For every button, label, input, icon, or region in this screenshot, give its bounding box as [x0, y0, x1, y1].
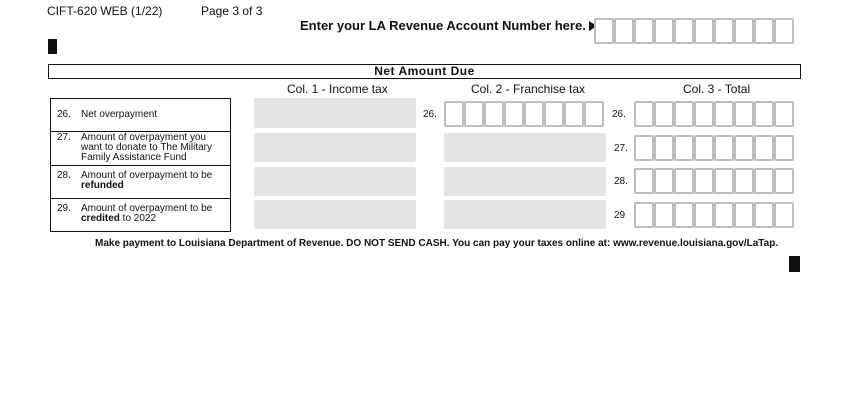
section-title: Net Amount Due: [48, 64, 801, 79]
account-digit-box[interactable]: [654, 18, 674, 44]
digit-box[interactable]: [654, 202, 674, 228]
digit-box[interactable]: [774, 101, 794, 127]
digit-box[interactable]: [634, 101, 654, 127]
digit-box[interactable]: [774, 202, 794, 228]
account-number-field[interactable]: [594, 18, 794, 44]
digit-box[interactable]: [654, 101, 674, 127]
digit-box[interactable]: [754, 202, 774, 228]
line-number: 28.: [614, 176, 628, 187]
digit-box[interactable]: [674, 135, 694, 161]
line-text-plain: Amount of overpayment to be: [81, 203, 213, 214]
digit-box[interactable]: [564, 101, 584, 127]
account-number-label: Enter your LA Revenue Account Number here.: [300, 18, 586, 33]
line-text: [81, 204, 226, 224]
digit-box[interactable]: [714, 168, 734, 194]
account-number-prompt: [300, 18, 597, 33]
digit-box[interactable]: [444, 101, 464, 127]
franchise-tax-line-29-field[interactable]: [444, 200, 606, 229]
digit-box[interactable]: [714, 101, 734, 127]
digit-box[interactable]: [544, 101, 564, 127]
line-number: 28.: [57, 170, 71, 181]
divider: [51, 165, 230, 166]
total-line-29-field[interactable]: [634, 202, 794, 228]
account-digit-box[interactable]: [694, 18, 714, 44]
digit-box[interactable]: [634, 202, 654, 228]
registration-mark: [789, 256, 800, 272]
digit-box[interactable]: [694, 202, 714, 228]
digit-box[interactable]: [694, 101, 714, 127]
digit-box[interactable]: [484, 101, 504, 127]
digit-box[interactable]: [584, 101, 604, 127]
digit-box[interactable]: [654, 135, 674, 161]
column-header-income-tax: Col. 1 - Income tax: [287, 82, 388, 96]
income-tax-line-27-field[interactable]: [254, 133, 416, 162]
column-header-total: Col. 3 - Total: [683, 82, 751, 96]
account-digit-box[interactable]: [714, 18, 734, 44]
line-text-bold: refunded: [81, 180, 124, 191]
digit-box[interactable]: [694, 168, 714, 194]
total-line-26-field[interactable]: [634, 101, 794, 127]
account-digit-box[interactable]: [634, 18, 654, 44]
digit-box[interactable]: [734, 168, 754, 194]
line-text: [81, 171, 226, 191]
digit-box[interactable]: [714, 202, 734, 228]
income-tax-line-26-field[interactable]: [254, 98, 416, 128]
digit-box[interactable]: [674, 168, 694, 194]
digit-box[interactable]: [734, 101, 754, 127]
divider: [51, 198, 230, 199]
account-digit-box[interactable]: [774, 18, 794, 44]
line-number: 26.: [612, 109, 626, 120]
line-labels-table: [50, 98, 231, 232]
digit-box[interactable]: [774, 135, 794, 161]
line-number: 26.: [423, 109, 437, 120]
digit-box[interactable]: [734, 135, 754, 161]
line-text: Net overpayment: [81, 109, 158, 120]
column-header-franchise-tax: Col. 2 - Franchise tax: [471, 82, 586, 96]
line-text-suffix: to 2022: [119, 213, 157, 224]
line-text-bold: credited: [81, 213, 120, 224]
income-tax-line-28-field[interactable]: [254, 167, 416, 196]
digit-box[interactable]: [774, 168, 794, 194]
income-tax-line-29-field[interactable]: [254, 200, 416, 229]
digit-box[interactable]: [754, 168, 774, 194]
digit-box[interactable]: [634, 135, 654, 161]
digit-box[interactable]: [754, 101, 774, 127]
account-digit-box[interactable]: [594, 18, 614, 44]
digit-box[interactable]: [504, 101, 524, 127]
franchise-tax-line-27-field[interactable]: [444, 133, 606, 162]
total-line-28-field[interactable]: [634, 168, 794, 194]
digit-box[interactable]: [694, 135, 714, 161]
digit-box[interactable]: [754, 135, 774, 161]
total-line-27-field[interactable]: [634, 135, 794, 161]
line-text: Amount of overpayment you want to donate to The Military Family Assistance Fund: [81, 132, 212, 163]
account-digit-box[interactable]: [614, 18, 634, 44]
digit-box[interactable]: [464, 101, 484, 127]
digit-box[interactable]: [714, 135, 734, 161]
digit-box[interactable]: [674, 101, 694, 127]
account-digit-box[interactable]: [674, 18, 694, 44]
account-digit-box[interactable]: [754, 18, 774, 44]
digit-box[interactable]: [674, 202, 694, 228]
franchise-tax-line-26-field[interactable]: [444, 101, 604, 127]
line-number: 26.: [57, 109, 71, 120]
digit-box[interactable]: [634, 168, 654, 194]
digit-box[interactable]: [524, 101, 544, 127]
digit-box[interactable]: [654, 168, 674, 194]
digit-box[interactable]: [734, 202, 754, 228]
page-number: Page 3 of 3: [201, 4, 263, 18]
line-number: 29: [614, 210, 626, 221]
form-id: CIFT-620 WEB (1/22): [47, 4, 163, 18]
line-number: 27.: [614, 143, 628, 154]
account-digit-box[interactable]: [734, 18, 754, 44]
line-text-plain: Amount of overpayment to be: [81, 170, 213, 181]
payment-instructions: Make payment to Louisiana Department of Revenue. DO NOT SEND CASH. You can pay your taxes online at: www.revenue.louisiana.gov/LaTap.: [95, 238, 779, 249]
franchise-tax-line-28-field[interactable]: [444, 167, 606, 196]
registration-mark: [48, 39, 57, 54]
line-number: 29.: [57, 203, 71, 214]
line-number: 27.: [57, 132, 71, 143]
